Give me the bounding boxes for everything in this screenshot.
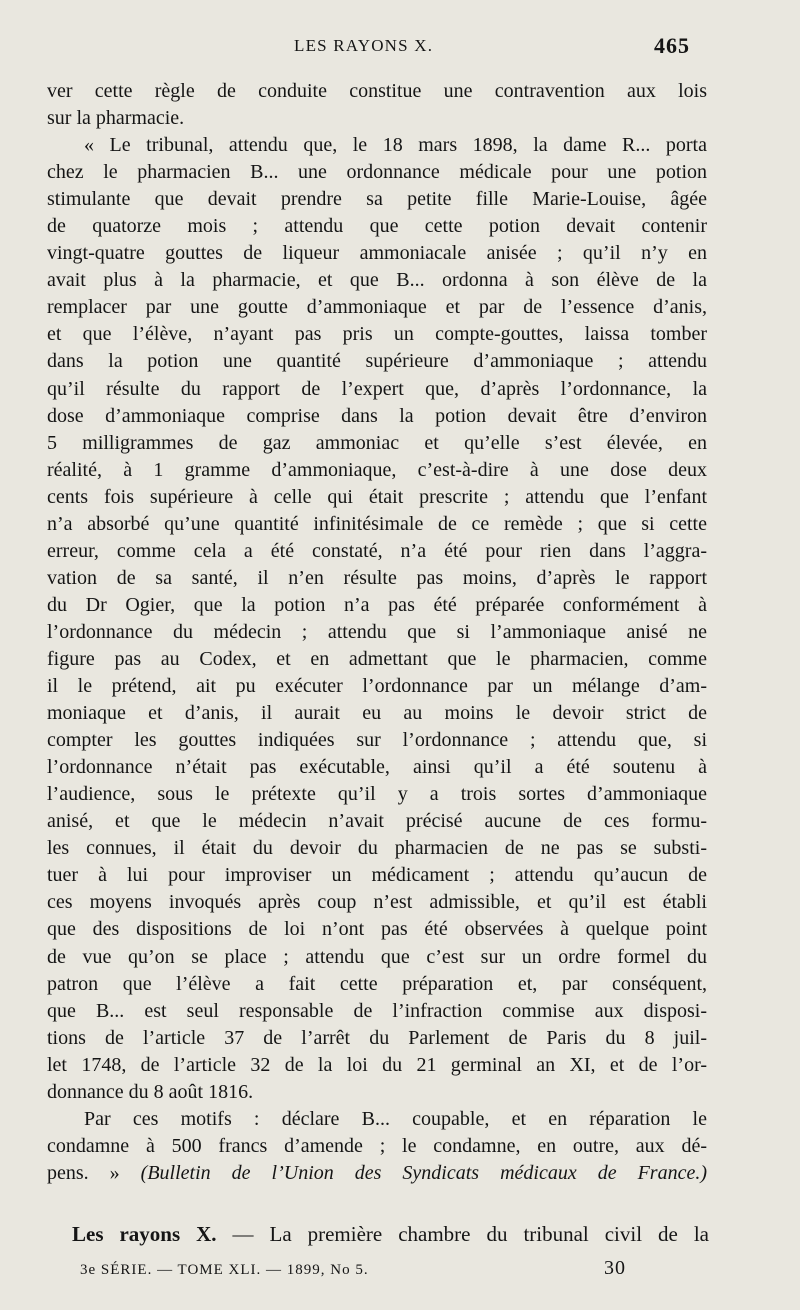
text-line: l’ordonnance n’était pas exécutable, ainsi qu’il a été soutenu à xyxy=(47,756,707,779)
text-line: 5 milligrammes de gaz ammoniac et qu’elle s’est élevée, en xyxy=(47,431,707,454)
text-line: condamne à 500 francs d’amende ; le condamne, en outre, aux dé- xyxy=(47,1134,707,1157)
text-line: de quatorze mois ; attendu que cette potion devait contenir xyxy=(47,215,707,238)
text-line: ces moyens invoqués après coup n’est admissible, et qu’il est établi xyxy=(47,891,707,914)
text-line: sur la pharmacie. xyxy=(47,107,185,130)
text-line: let 1748, de l’article 32 de la loi du 21 germinal an XI, et de l’or- xyxy=(47,1053,707,1076)
running-head xyxy=(36,30,690,60)
section-text: — La première chambre du tribunal civil de la xyxy=(216,1222,709,1246)
text-line: remplacer par une goutte d’ammoniaque et par de l’essence d’anis, xyxy=(47,296,707,319)
text-line: du Dr Ogier, que la potion n’a pas été préparée conformément à xyxy=(47,593,707,616)
text-line: anisé, et que le médecin n’avait précisé aucune de ces formu- xyxy=(47,810,707,833)
text-line: chez le pharmacien B... une ordonnance médicale pour une potion xyxy=(47,161,707,184)
text-line: de vue qu’on se place ; attendu que c’est sur un ordre formel du xyxy=(47,945,707,968)
text-line: stimulante que devait prendre sa petite fille Marie-Louise, âgée xyxy=(47,188,707,211)
section-heading xyxy=(72,1222,709,1247)
text-line: figure pas au Codex, et en admettant que le pharmacien, comme xyxy=(47,647,707,670)
text-line: n’a absorbé qu’une quantité infinitésimale de ce remède ; que si cette xyxy=(47,512,707,535)
text-line: tuer à lui pour improviser un médicament ; attendu qu’aucun de xyxy=(47,864,707,887)
text-line: donnance du 8 août 1816. xyxy=(47,1080,254,1103)
text-line: qu’il résulte du rapport de l’expert que, d’après l’ordonnance, la xyxy=(47,377,707,400)
series-line: 3e SÉRIE. — TOME XLI. — 1899, No 5. xyxy=(80,1262,369,1278)
text-line: que B... est seul responsable de l’infraction commise aux disposi- xyxy=(47,999,707,1022)
text-line: les connues, il était du devoir du pharmacien de ne pas se substi- xyxy=(47,837,707,860)
text-line: dose d’ammoniaque comprise dans la potion devait être d’environ xyxy=(47,404,707,427)
text-line: cents fois supérieure à celle qui était prescrite ; attendu que l’enfant xyxy=(47,485,707,508)
text-line: dans la potion une quantité supérieure d’ammoniaque ; attendu xyxy=(47,350,707,373)
citation-line xyxy=(47,1160,707,1187)
text-line: avait plus à la pharmacie, et que B... ordonna à son élève de la xyxy=(47,269,707,292)
text-line: réalité, à 1 gramme d’ammoniaque, c’est-à-dire à une dose deux xyxy=(47,458,707,481)
text-line: vation de sa santé, il n’en résulte pas moins, d’après le rapport xyxy=(47,566,707,589)
text-line: erreur, comme cela a été constaté, n’a été pour rien dans l’aggra- xyxy=(47,539,707,562)
text-line: et que l’élève, n’ayant pas pris un compte-gouttes, laissa tomber xyxy=(47,323,707,346)
text-line: ver cette règle de conduite constitue une contravention aux lois xyxy=(47,80,707,102)
citation-prefix: pens. » xyxy=(47,1161,141,1184)
signature-number: 30 xyxy=(604,1257,626,1279)
section-title: Les rayons X. xyxy=(72,1222,217,1246)
text-line: que des dispositions de loi n’ont pas été observées à quelque point xyxy=(47,918,707,941)
citation-source: (Bulletin de l’Union des Syndicats médicaux de France.) xyxy=(140,1161,707,1184)
text-line: vingt-quatre gouttes de liqueur ammoniacale anisée ; qu’il n’y en xyxy=(47,242,707,265)
text-line: Par ces motifs : déclare B... coupable, et en réparation le xyxy=(84,1107,707,1130)
page-number: 465 xyxy=(654,33,690,58)
text-line: l’ordonnance du médecin ; attendu que si l’ammoniaque anisé ne xyxy=(47,620,707,643)
running-title: LES RAYONS X. xyxy=(294,36,434,55)
text-line: compter les gouttes indiquées sur l’ordonnance ; attendu que, si xyxy=(47,729,707,752)
text-line: il le prétend, ait pu exécuter l’ordonnance par un mélange d’am- xyxy=(47,675,707,698)
text-line: patron que l’élève a fait cette préparation et, par conséquent, xyxy=(47,972,707,995)
text-line: moniaque et d’anis, il aurait eu au moins le devoir strict de xyxy=(47,702,707,725)
text-line: tions de l’article 37 de l’arrêt du Parlement de Paris du 8 juil- xyxy=(47,1026,707,1049)
body-text xyxy=(47,78,707,1187)
text-line: « Le tribunal, attendu que, le 18 mars 1898, la dame R... porta xyxy=(84,134,707,157)
text-line: l’audience, sous le prétexte qu’il y a trois sortes d’ammoniaque xyxy=(47,783,707,806)
